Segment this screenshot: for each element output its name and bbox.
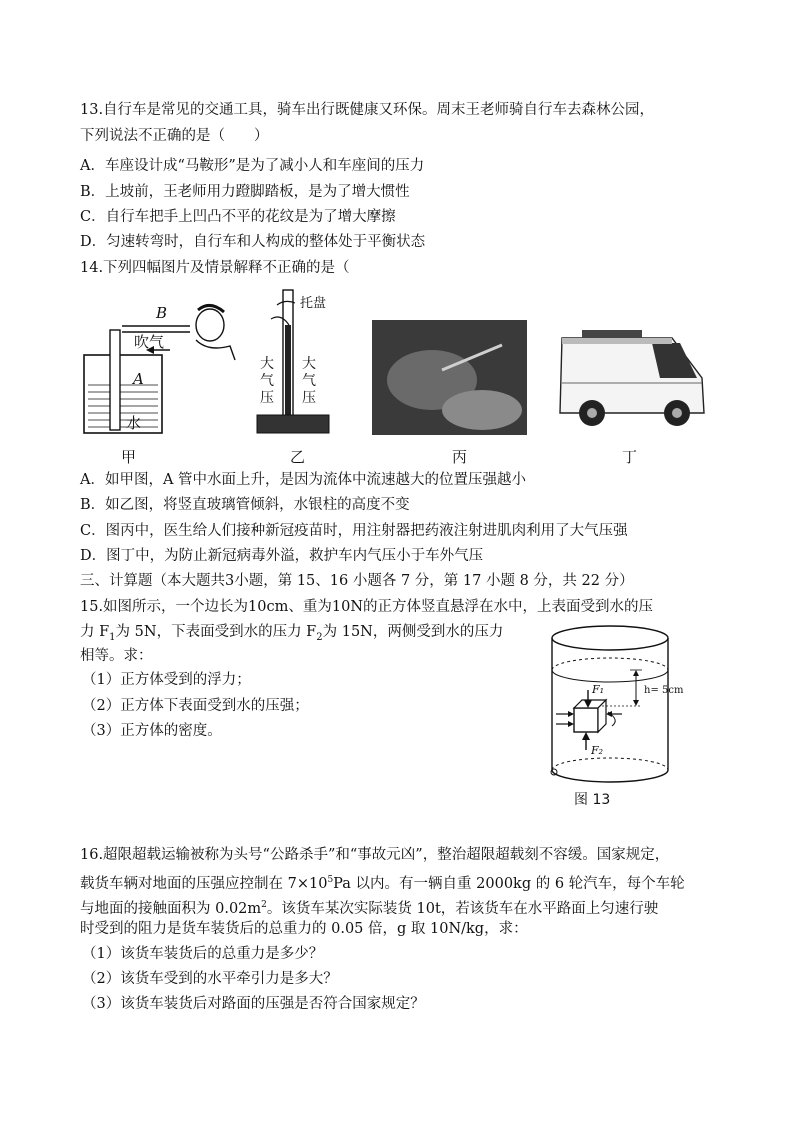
q15-sub-3: （3）正方体的密度。 [82, 723, 222, 739]
figure-label-ding: 丁 [622, 448, 638, 466]
q13-stem-line1: 13.自行车是常见的交通工具，骑车出行既健康又环保。周末王老师骑自行车去森林公园， [80, 102, 655, 118]
q13-option-a: A．车座设计成“马鞍形”是为了减小人和车座间的压力 [80, 158, 425, 174]
q16-line3: 与地面的接触面积为 $0.02m^2$。该货车某次实际装货 10t，若该货车在水平路面上匀速行驶 [80, 900, 659, 917]
q13-option-b: B．上坡前，王老师用力蹬脚踏板，是为了增大惯性 [80, 184, 410, 200]
q14-option-a: A．如甲图，A 管中水面上升，是因为流体中流速越大的位置压强越小 [80, 472, 527, 488]
q15-sub-1: （1）正方体受到的浮力； [82, 672, 251, 688]
q14-stem: 14.下列四幅图片及情景解释不正确的是（ [80, 260, 350, 276]
q16-sub-3: （3）该货车装货后对路面的压强是否符合国家规定？ [82, 996, 425, 1012]
q15-stem-line1: 15.如图所示，一个边长为10cm、重为10N的正方体竖直悬浮在水中，上表面受到水的压 [80, 599, 654, 615]
tube-a-label: A [133, 370, 144, 388]
q13-option-c: C．自行车把手上凹凸不平的花纹是为了增大摩擦 [80, 209, 396, 225]
figure-13-caption: 图 13 [574, 792, 611, 808]
section-3-heading: 三、计算题（本大题共3小题，第 15、16 小题各 7 分，第 17 小题 8 分，共 22 分） [80, 573, 634, 589]
tube-b-label: B [156, 304, 168, 322]
force-f1-label: F₁ [592, 683, 605, 696]
figure-13-cylinder [540, 620, 710, 785]
q13-stem-line2: 下列说法不正确的是（ ） [80, 128, 269, 144]
figure-label-yi: 乙 [290, 448, 306, 466]
force-f2-label: F₂ [591, 744, 604, 757]
figure-label-bing: 丙 [452, 448, 468, 466]
q16-line4: 时受到的阻力是货车装货后的总重力的 0.05 倍，g 取 10N/kg，求： [80, 921, 528, 937]
q16-sub-1: （1）该货车装货后的总重力是多少？ [82, 946, 324, 962]
q13-option-d: D．匀速转弯时，自行车和人构成的整体处于平衡状态 [80, 234, 426, 250]
q16-line2: 载货车辆对地面的压强应控制在 $7\times 10^5Pa$ 以内。有一辆自重 2000kg 的 6 轮汽车，每个车轮 [80, 875, 685, 892]
figure-label-jia: 甲 [121, 448, 137, 466]
blow-label: 吹气 [134, 333, 165, 351]
q14-option-d: D．图丁中，为防止新冠病毒外溢，救护车内气压小于车外气压 [80, 548, 484, 564]
q14-option-c: C．图丙中，医生给人们接种新冠疫苗时，用注射器把药液注射进肌肉利用了大气压强 [80, 523, 628, 539]
yi-left-label: 大气压 [260, 356, 274, 406]
water-label: 水 [126, 414, 142, 432]
depth-h-label: h= 5cm [644, 685, 684, 696]
q14-option-b: B．如乙图，将竖直玻璃管倾斜，水银柱的高度不变 [80, 497, 410, 513]
ambulance-picture [552, 318, 712, 430]
yi-top-label: 托盘 [300, 296, 327, 311]
yi-right-label: 大气压 [302, 356, 316, 406]
q16-sub-2: （2）该货车受到的水平牵引力是多大？ [82, 971, 338, 987]
q15-stem-line3: 相等。求： [80, 648, 153, 664]
vaccination-photo [372, 320, 527, 435]
q15-stem-line2: 力 $F_1$为 5N，下表面受到水的压力 $F_2$为 15N，两侧受到水的压力 [80, 624, 504, 643]
q15-sub-2: （2）正方体下表面受到水的压强； [82, 698, 309, 714]
q16-line1: 16.超限超载运输被称为头号“公路杀手”和“事故元凶”，整治超限超载刻不容缓。国家规定， [80, 847, 670, 863]
